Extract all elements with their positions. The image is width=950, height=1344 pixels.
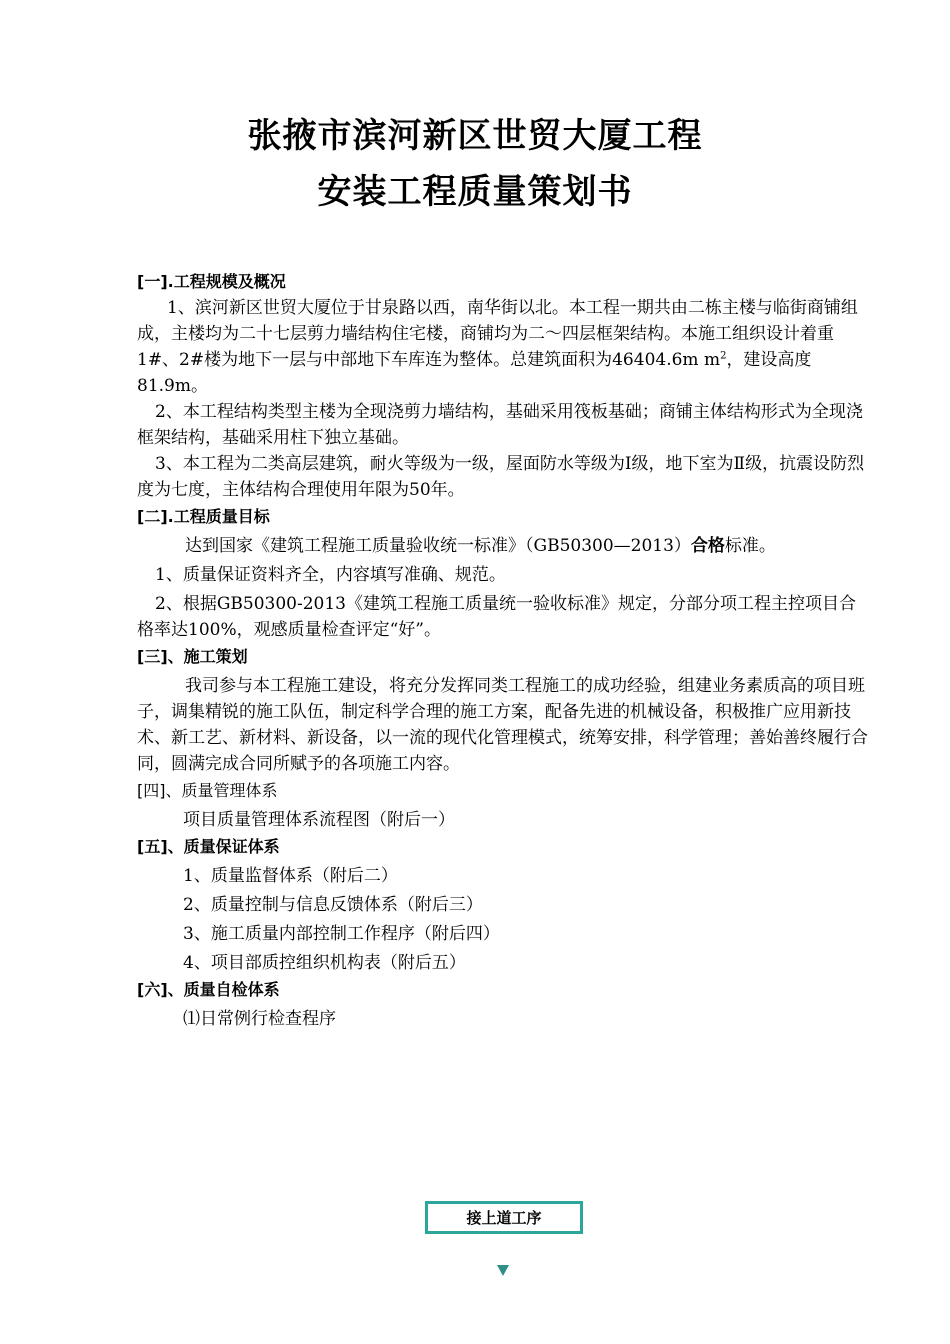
section-heading-2: [二].工程质量目标 [137, 507, 270, 526]
paragraph-4-1: 项目质量管理体系流程图（附后一） [183, 810, 455, 830]
paragraph-6-1: ⑴日常例行检查程序 [183, 1009, 336, 1029]
list-item-5-3: 3、施工质量内部控制工作程序（附后四） [183, 924, 500, 944]
flowchart-box-prev-process: 接上道工序 [425, 1201, 583, 1234]
document-body [137, 268, 872, 1032]
document-title-line2: 安装工程质量策划书 [317, 172, 633, 212]
paragraph-2-2: 1、质量保证资料齐全，内容填写准确、规范。 [155, 565, 506, 585]
paragraph-3-1: 我司参与本工程施工建设，将充分发挥同类工程施工的成功经验，组建业务素质高的项目班子，调集精锐的施工队伍，制定科学合理的施工方案，配备先进的机械设备，积极推广应用新技术、新工艺、新材料、新设备，以一流的现代化管理模式，统筹安排，科学管理；善始善终履行合同，圆满完成合同所赋予的各项施工内容。 [137, 676, 868, 774]
paragraph-2-3: 2、根据GB50300-2013《建筑工程施工质量统一验收标准》规定，分部分项工程主控项目合格率达100%，观感质量检查评定“好”。 [137, 594, 856, 640]
section-heading-6: [六]、质量自检体系 [137, 980, 280, 999]
paragraph-1-2: 2、本工程结构类型主楼为全现浇剪力墙结构，基础采用筏板基础；商铺主体结构形式为全现浇框架结构，基础采用柱下独立基础。 [137, 402, 863, 448]
paragraph-1-3: 3、本工程为二类高层建筑，耐火等级为一级，屋面防水等级为Ⅰ级，地下室为Ⅱ级，抗震设防烈度为七度，主体结构合理使用年限为50年。 [137, 454, 865, 500]
list-item-5-1: 1、质量监督体系（附后二） [183, 866, 398, 886]
section-heading-1: [一].工程规模及概况 [137, 272, 286, 291]
list-item-5-2: 2、质量控制与信息反馈体系（附后三） [183, 895, 483, 915]
paragraph-2-1: 达到国家《建筑工程施工质量验收统一标准》（GB50300—2013）合格标准。 [185, 536, 776, 556]
flowchart-down-arrow-icon [497, 1265, 509, 1276]
section-heading-5: [五]、质量保证体系 [137, 837, 280, 856]
section-heading-4: [四]、质量管理体系 [137, 781, 278, 800]
paragraph-1-1: 1、滨河新区世贸大厦位于甘泉路以西，南华街以北。本工程一期共由二栋主楼与临街商铺组成，主楼均为二十七层剪力墙结构住宅楼，商铺均为二～四层框架结构。本施工组织设计着重1#、2#楼为地下一层与中部地下车库连为整体。总建筑面积为46404.6m $m^2$，建设高度81.9m。 [137, 298, 858, 396]
document-title-line1: 张掖市滨河新区世贸大厦工程 [247, 116, 703, 156]
list-item-5-4: 4、项目部质控组织机构表（附后五） [183, 953, 466, 973]
section-heading-3: [三]、施工策划 [137, 647, 248, 666]
